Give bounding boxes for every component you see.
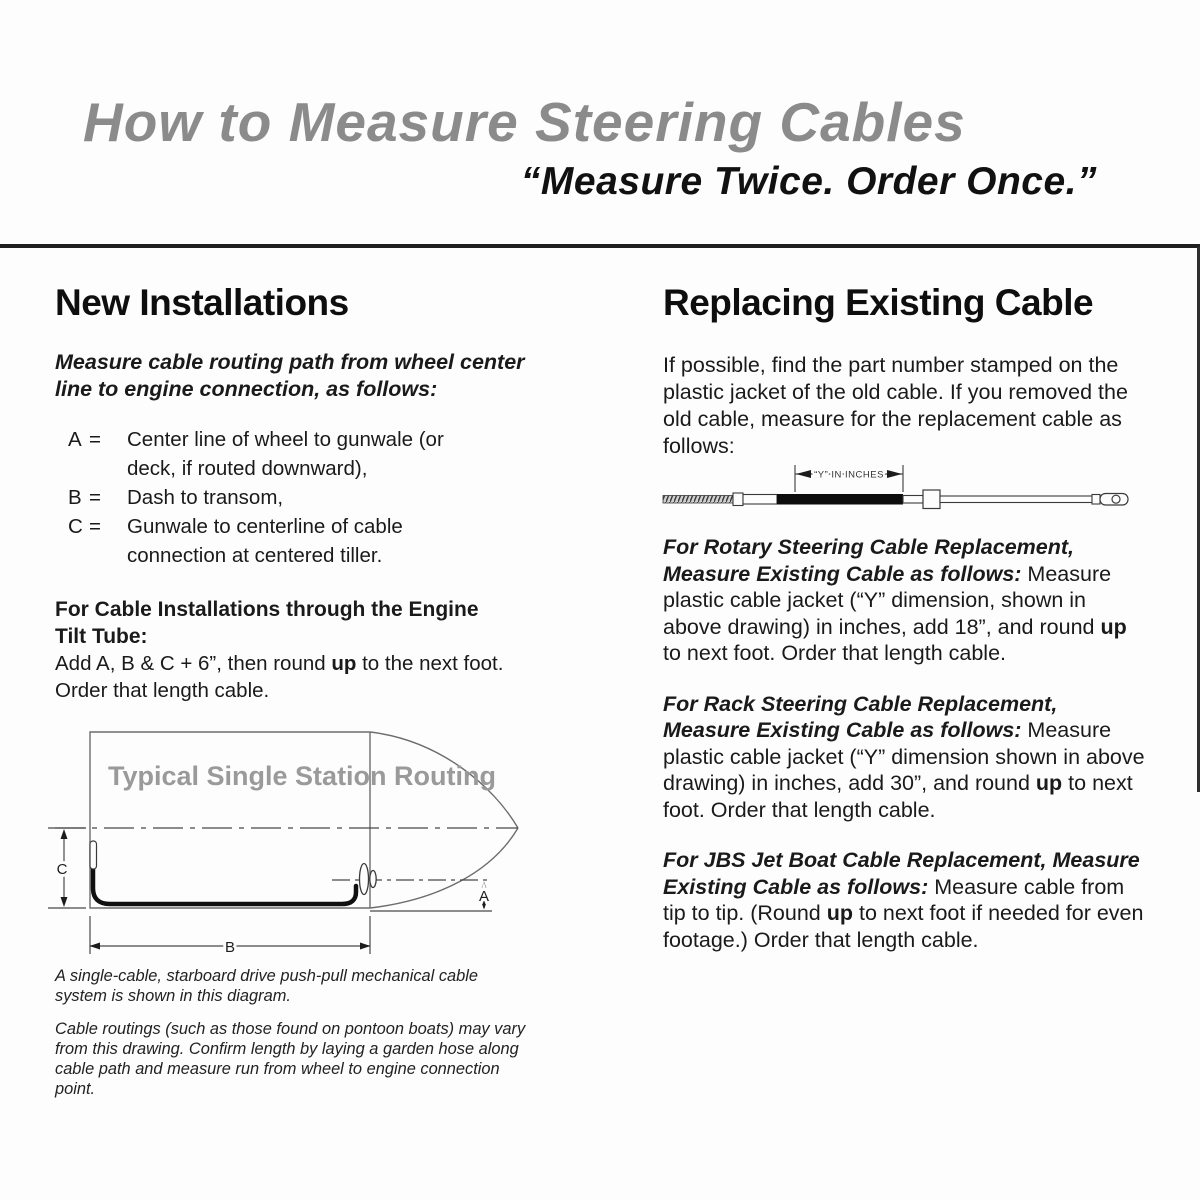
bow-bottom-curve xyxy=(370,828,518,908)
adjustment-nut xyxy=(923,490,940,509)
threaded-rod-end xyxy=(663,496,733,504)
engine-connector xyxy=(370,871,376,888)
eye-hole xyxy=(1112,495,1120,503)
section-post: to next foot if needed for even footage.) Order that length cable. xyxy=(663,901,1144,952)
tilt-body-post: to the next foot. Order that length cable. xyxy=(55,651,504,703)
replacing-cable-heading: Replacing Existing Cable xyxy=(663,282,1094,323)
diagram-note-1: A single-cable, starboard drive push-pull mechanical cable system is shown in this diagram. xyxy=(55,967,479,1005)
boat-diagram-svg xyxy=(40,722,560,967)
tube-segment xyxy=(903,496,923,504)
new-installations-column xyxy=(55,282,560,705)
section-bold: up xyxy=(1100,614,1127,639)
equals-sign: = xyxy=(89,427,101,451)
equals-sign: = xyxy=(89,514,101,538)
y-arrow-left xyxy=(796,470,811,478)
diagram-caption: Typical Single Station Routing xyxy=(108,761,497,791)
dimension-c-label: C xyxy=(56,861,68,878)
helm-fitting xyxy=(90,841,97,869)
definition-text: Center line of wheel to gunwale (or deck, if routed downward), xyxy=(127,427,444,480)
replacing-cable-intro: If possible, find the part number stamped on the plastic jacket of the old cable. If you removed the old cable, measure for the replacement cable as follows: xyxy=(663,352,1128,458)
section-lead: For Rack Steering Cable Replacement, Measure Existing Cable as follows: xyxy=(663,691,1058,742)
diagram-notes xyxy=(55,966,527,1099)
section-post: to next foot. Order that length cable. xyxy=(663,771,1133,822)
definition-text: Dash to transom, xyxy=(127,485,284,509)
tilt-tube-heading: For Cable Installations through the Engine Tilt Tube: xyxy=(55,597,479,648)
section-bold: up xyxy=(826,901,854,925)
section-lead: For Rotary Steering Cable Replacement, Measure Existing Cable as follows: xyxy=(663,535,1074,586)
definition-text: Gunwale to centerline of cable connection at centered tiller. xyxy=(127,514,403,567)
definition-row-a xyxy=(55,425,560,483)
section-post: to next foot. Order that length cable. xyxy=(663,641,1007,665)
section-pre: Measure plastic cable jacket (“Y” dimension, shown in above drawing) in inches, add 18”, and round xyxy=(663,561,1112,639)
b-arrow-left xyxy=(90,943,101,950)
definition-letter: B xyxy=(68,485,82,509)
tilt-body-pre: Add A, B & C + 6”, then round xyxy=(55,651,332,675)
dimension-a-label: A xyxy=(478,888,490,905)
ferrule xyxy=(743,495,777,505)
jbs-jet-boat-replacement-section xyxy=(663,847,1145,953)
definition-row-c xyxy=(55,512,560,570)
c-arrow-up xyxy=(61,829,68,839)
rotary-replacement-section xyxy=(663,534,1145,667)
definition-row-b xyxy=(55,483,560,512)
b-arrow-right xyxy=(360,943,371,950)
y-arrow-right xyxy=(887,470,902,478)
section-lead: For JBS Jet Boat Cable Replacement, Measure Existing Cable as follows: xyxy=(663,848,1140,899)
diagram-note-2: Cable routings (such as those found on pontoon boats) may vary from this drawing. Confirm length by laying a garden hose along cable path and measure run from wheel to engine connection point. xyxy=(55,1020,526,1098)
dimension-b-label: B xyxy=(224,939,236,956)
section-pre: Measure cable from tip to tip. (Round xyxy=(663,874,1125,925)
cable-route xyxy=(93,846,356,904)
page-title: How to Measure Steering Cables xyxy=(83,91,966,153)
tagline: “Measure Twice. Order Once.” xyxy=(520,160,1097,203)
rack-replacement-section xyxy=(663,691,1145,824)
measurement-definitions xyxy=(55,425,560,570)
cable-diagram-svg xyxy=(650,452,1140,530)
definition-letter: A xyxy=(68,427,82,451)
tilt-tube-body xyxy=(55,650,510,705)
equals-sign: = xyxy=(89,485,101,509)
replacing-cable-column xyxy=(663,282,1145,460)
replacement-sections xyxy=(663,534,1145,953)
tilt-body-bold: up xyxy=(331,651,357,675)
outer-tube xyxy=(940,496,1092,503)
rod-fitting xyxy=(733,493,743,506)
new-installations-heading: New Installations xyxy=(55,282,349,323)
end-collar xyxy=(1092,495,1100,505)
engine-tilt-tube xyxy=(360,864,369,895)
definition-letter: C xyxy=(68,514,83,538)
boat-routing-diagram xyxy=(40,722,560,967)
y-dimension-label: “Y” IN INCHES xyxy=(814,469,884,481)
section-pre: Measure plastic cable jacket (“Y” dimension shown in above drawing) in inches, add 30”, and round xyxy=(663,718,1145,795)
new-installations-intro: Measure cable routing path from wheel center line to engine connection, as follows: xyxy=(55,349,525,401)
plastic-jacket xyxy=(777,494,903,505)
hull-outline xyxy=(90,732,370,908)
c-arrow-down xyxy=(61,897,68,907)
steering-cable-diagram xyxy=(650,452,1140,530)
horizontal-rule xyxy=(0,244,1200,248)
section-bold: up xyxy=(1035,771,1063,795)
